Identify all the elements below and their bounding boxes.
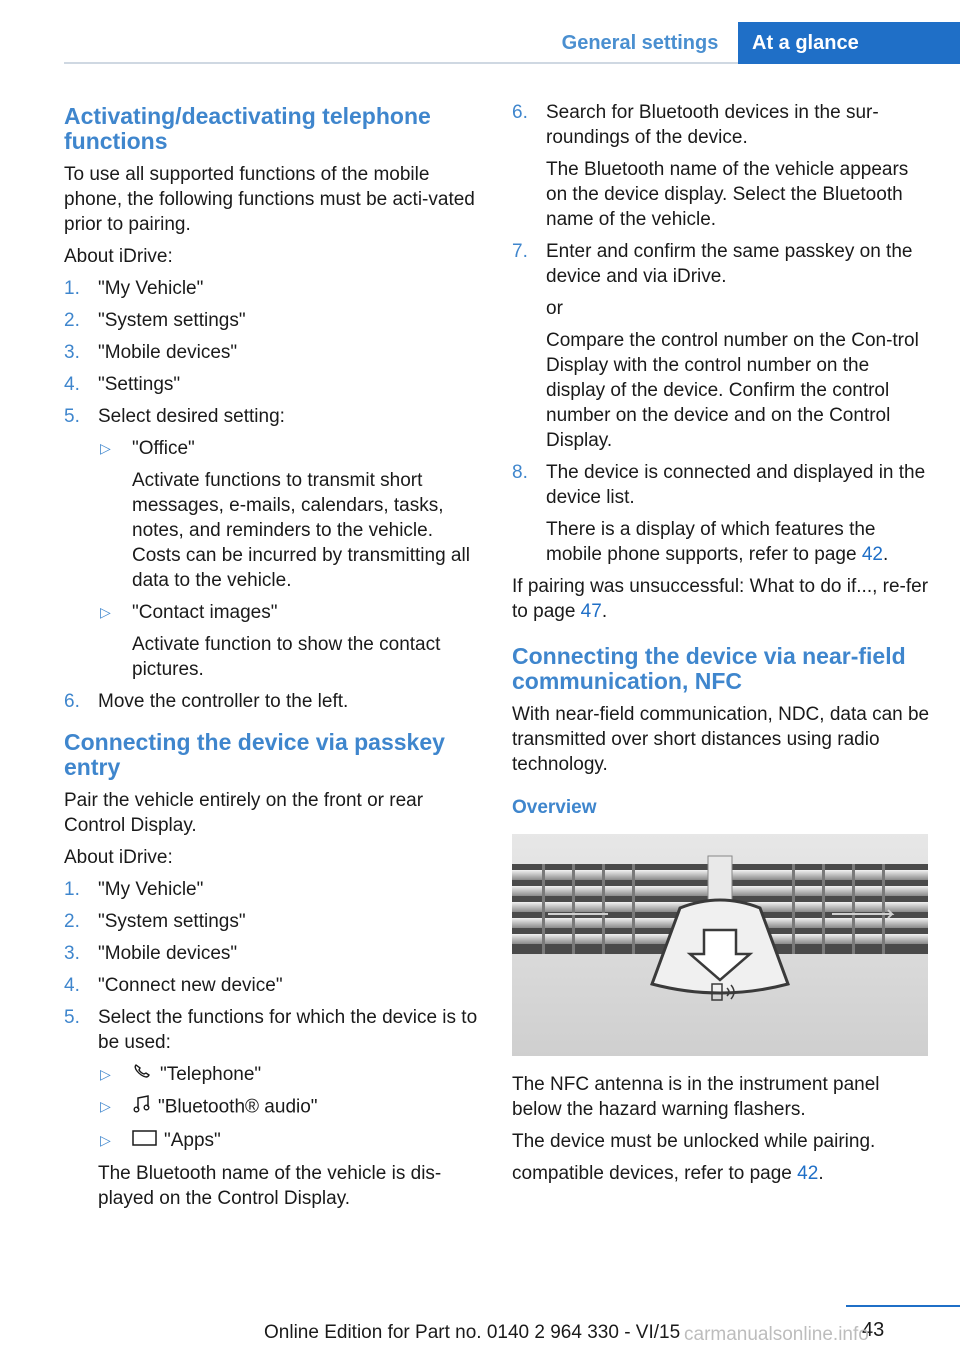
nfc-intro: With near-field communication, NDC, data can be transmitted over short distances using radio technology. [512,704,930,775]
list-item: 1. "My Vehicle" [64,879,204,900]
about-idrive-label: About iDrive: [64,246,173,267]
function-options-list [98,1062,482,1154]
left-column [64,100,482,1218]
bluetooth-name-note: The Bluetooth name of the vehicle is dis-played on the Control Display. [98,1162,442,1209]
footer-rule [846,1305,960,1307]
passkey-intro: Pair the vehicle entirely on the front or rear Control Display. [64,790,424,836]
triangle-bullet-icon: ▷ [100,440,111,456]
right-column [512,100,932,1193]
heading-nfc: Connecting the device via near-field communication, NFC [512,643,906,694]
list-item: 5. Select desired setting: ▷ "Office" Activate functions to transmit short messages, e-mails, calendars, tasks, notes, and reminders to the vehicle. Costs can be incurred by transmitting all data to the vehicle. ▷ "Contact images" Activate function to show the contact pictures. [64,404,482,682]
heading-telephone-functions: Activating/deactivating telephone functions [64,103,431,154]
intro-paragraph: To use all supported functions of the mobile phone, the following functions must be acti-vated prior to pairing. [64,164,475,235]
list-item: 3. "Mobile devices" [64,342,238,363]
heading-passkey-entry: Connecting the device via passkey entry [64,729,445,780]
list-item: 2. "System settings" [64,310,246,331]
phone-icon [132,1062,154,1087]
steps-list-pairing [512,100,932,567]
option-apps: ▷ "Apps" [98,1128,482,1153]
list-item: 3. "Mobile devices" [64,943,238,964]
triangle-bullet-icon: ▷ [100,604,111,620]
option-contact-images: ▷ "Contact images" Activate function to show the contact pictures. [100,602,441,680]
list-item: 4. "Settings" [64,374,181,395]
section-tab-general-settings[interactable]: General settings [561,31,719,54]
triangle-bullet-icon: ▷ [100,1098,111,1115]
option-telephone: ▷ "Telephone" [98,1062,482,1087]
edition-text: Online Edition for Part no. 0140 2 964 330 - VI/15 [264,1322,681,1343]
list-item: 6. Search for Bluetooth devices in the sur-roundings of the device. The Bluetooth name of the vehicle appears on the device display. Select the Bluetooth name of the vehicle. [512,102,909,230]
pairing-failed-note: If pairing was unsuccessful: What to do if..., re-fer to page 47. [512,576,929,622]
steps-list-passkey [64,877,482,1211]
list-item: 2. "System settings" [64,911,246,932]
chapter-tab-at-a-glance[interactable]: At a glance [738,22,960,64]
apps-icon [132,1129,158,1154]
watermark-text: carmanualsonline.info [684,1324,869,1345]
option-bluetooth-audio: ▷ "Bluetooth® audio" [98,1094,482,1121]
page-link-42-compat[interactable]: 42 [797,1163,819,1184]
nfc-caption: The NFC antenna is in the instrument panel below the hazard warning flashers. [512,1074,880,1120]
page-link-47[interactable]: 47 [580,601,602,622]
unlock-note: The device must be unlocked while pairing. [512,1131,876,1152]
compatible-devices-note: compatible devices, refer to page 42. [512,1163,824,1184]
list-item: 8. The device is connected and displayed in the device list. There is a display of which features the mobile phone supports, refer to page 42. [512,462,926,565]
about-idrive-label-2: About iDrive: [64,847,173,868]
list-item: 5. Select the functions for which the device is to be used: ▷ "Telephone" ▷ "Bluetooth® audio" ▷ "Apps" The Bluetooth name of the vehicle is dis-played on the Control Display. [64,1005,482,1211]
settings-options-list [98,436,482,682]
steps-list-settings [64,276,482,714]
triangle-bullet-icon: ▷ [100,1132,111,1149]
music-note-icon [132,1094,152,1121]
subheading-overview: Overview [512,797,597,818]
nfc-antenna-photo [512,834,928,1056]
page-number: 43 [862,1319,885,1341]
triangle-bullet-icon: ▷ [100,1066,111,1082]
option-office: ▷ "Office" Activate functions to transmit short messages, e-mails, calendars, tasks, notes, and reminders to the vehicle. Costs can be incurred by transmitting all data to the vehicle. [100,438,470,591]
page-link-42[interactable]: 42 [861,544,883,565]
list-item: 4. "Connect new device" [64,975,283,996]
list-item: 7. Enter and confirm the same passkey on the device and via iDrive. or Compare the control number on the Con-trol Display with the control number on the display of the device. Confirm the control number on the device and on the Control Display. [512,241,919,451]
list-item: 1. "My Vehicle" [64,278,204,299]
list-item: 6. Move the controller to the left. [64,691,349,712]
